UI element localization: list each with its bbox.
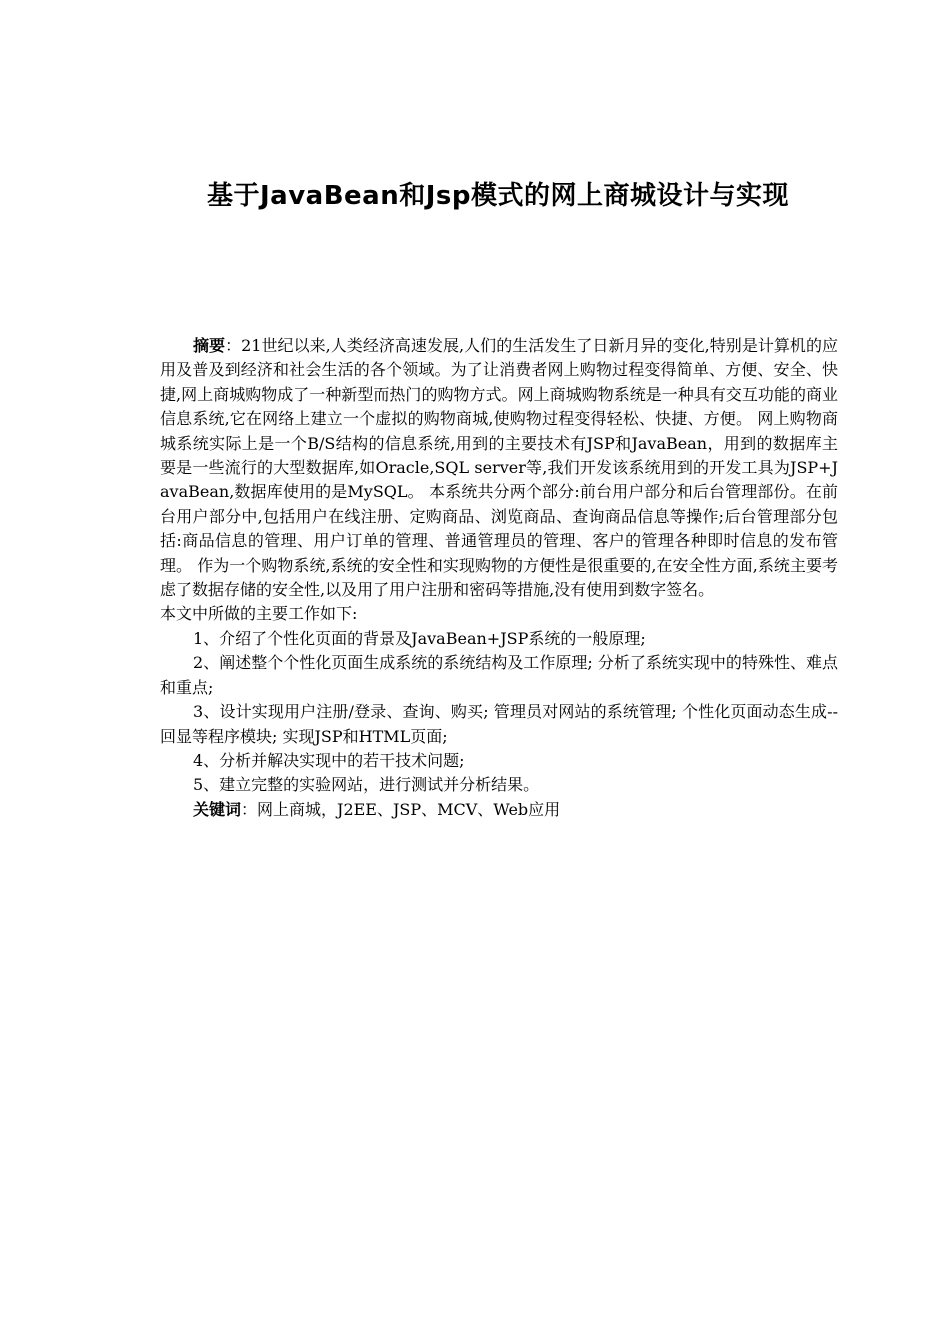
- abstract-text: 21世纪以来,人类经济高速发展,人们的生活发生了日新月异的变化,特别是计算机的应用及普及到经济和社会生活的各个领域。为了让消费者网上购物过程变得简单、方便、安全、快捷,网上商城购物成了一种新型而热门的购物方式。网上商城购物系统是一种具有交互功能的商业信息系统,它在网络上建立一个虚拟的购物商城,使购物过程变得轻松、快捷、方便。 网上购物商城系统实际上是一个B/S结构的信息系统,用到的主要技术有JSP和JavaBean，用到的数据库主要是一些流行的大型数据库,如Oracle,SQL server等,我们开发该系统用到的开发工具为JSP+JavaBean,数据库使用的是MySQL。 本系统共分两个部分:前台用户部分和后台管理部份。在前台用户部分中,包括用户在线注册、定购商品、浏览商品、查询商品信息等操作;后台管理部分包括:商品信息的管理、用户订单的管理、普通管理员的管理、客户的管理各种即时信息的发布管理。 作为一个购物系统,系统的安全性和实现购物的方便性是很重要的,在安全性方面,系统主要考虑了数据存储的安全性,以及用了用户注册和密码等措施,没有使用到数字签名。: [160, 336, 838, 600]
- work-item-2: 2、阐述整个个性化页面生成系统的系统结构及工作原理; 分析了系统实现中的特殊性、难点和重点;: [160, 653, 838, 697]
- work-item-5: 5、建立完整的实验网站，进行测试并分析结果。: [193, 775, 540, 795]
- keywords-paragraph: [160, 798, 838, 822]
- paper-title: 基于JavaBean和Jsp模式的网上商城设计与实现: [207, 181, 789, 211]
- work-intro: 本文中所做的主要工作如下:: [160, 604, 358, 624]
- keywords-separator: ：: [241, 799, 258, 819]
- abstract-label: 摘要: [193, 336, 226, 355]
- abstract-separator: ：: [225, 336, 242, 355]
- work-item-3: 3、设计实现用户注册/登录、查询、购买; 管理员对网站的系统管理; 个性化页面动态生成--回显等程序模块; 实现JSP和HTML页面;: [160, 702, 838, 746]
- keywords-text: 网上商城，J2EE、JSP、MCV、Web应用: [257, 799, 561, 819]
- abstract-paragraph: [160, 334, 838, 602]
- keywords-label: 关键词: [193, 799, 242, 819]
- work-item-4: 4、分析并解决实现中的若干技术问题;: [193, 750, 465, 770]
- work-item-1: 1、介绍了个性化页面的背景及JavaBean+JSP系统的一般原理;: [193, 628, 646, 648]
- paper-body: [160, 334, 838, 822]
